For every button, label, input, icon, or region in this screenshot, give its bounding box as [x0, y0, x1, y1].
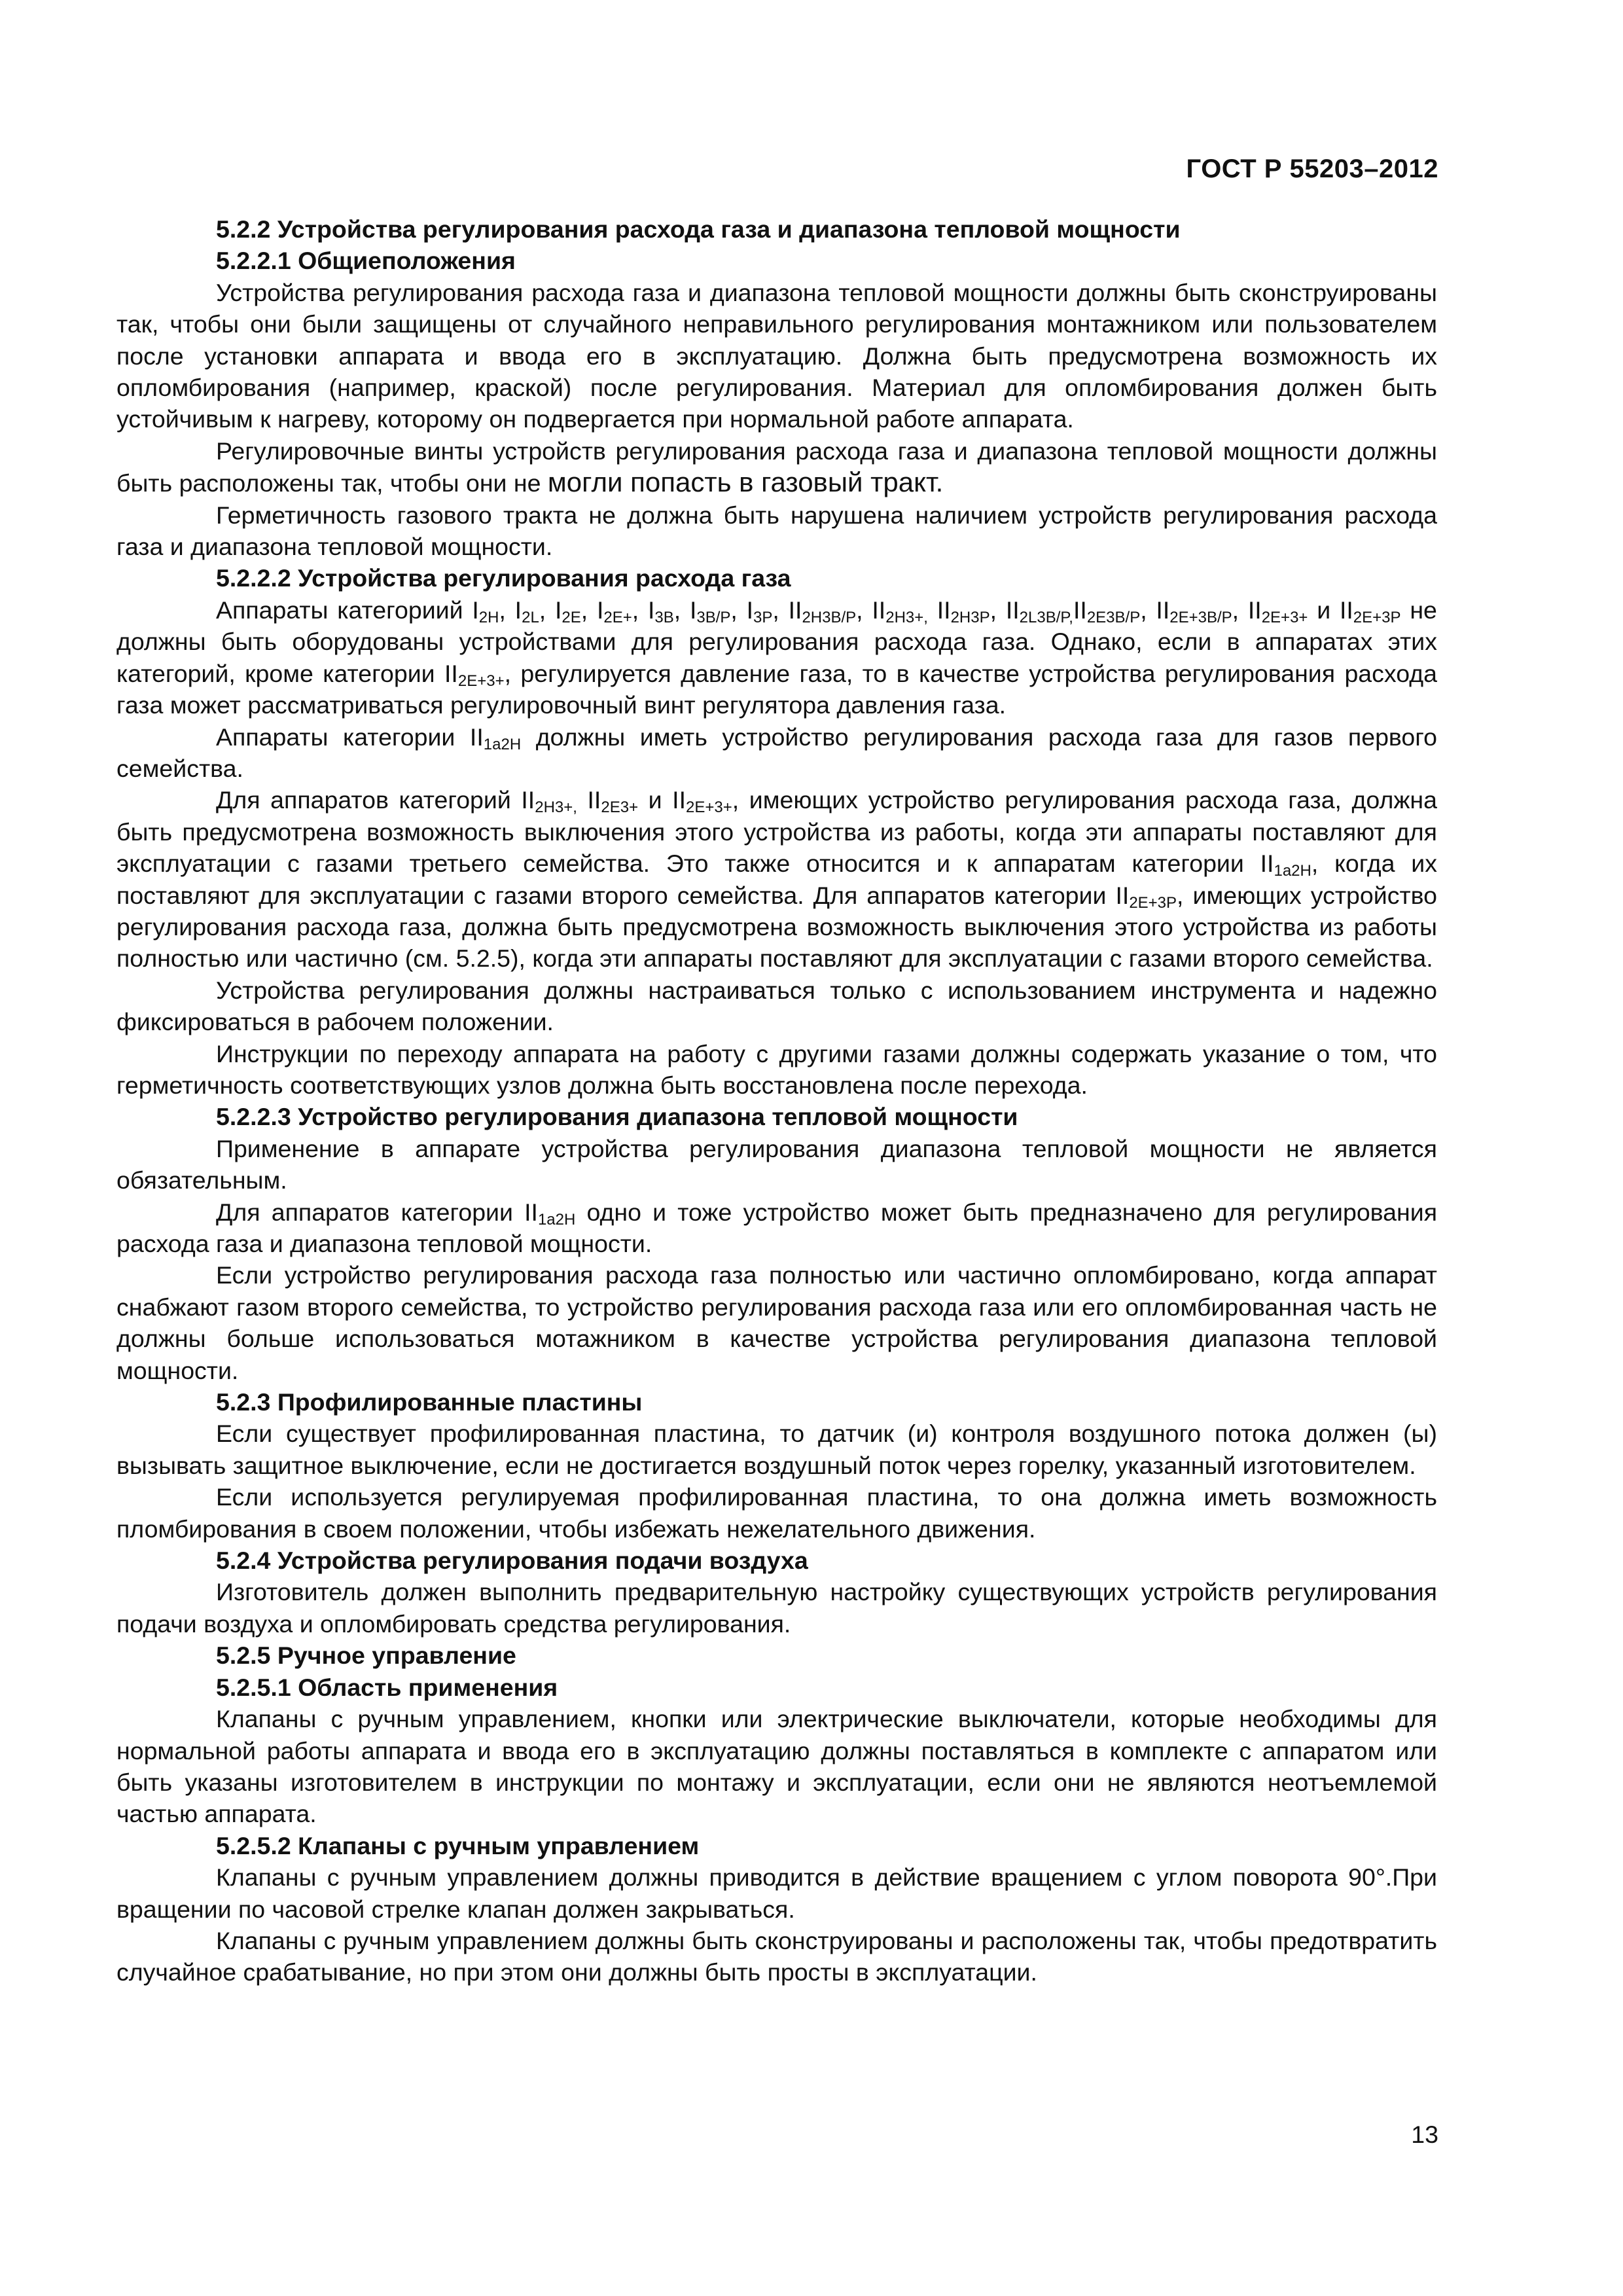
- paragraph: Клапаны с ручным управлением, кнопки или электрические выключатели, которые необходимы для нормальной работы аппарата и ввода его в эксплуатацию должны поставляться в комплекте с аппаратом или быть указаны изготовителем в инструкции по монтажу и эксплуатации, если они не являются неотъемлемой частью аппарата.: [116, 1705, 1437, 1828]
- section-heading-5-2-5: 5.2.5 Ручное управление: [216, 1641, 516, 1670]
- section-heading-5-2-2-1: 5.2.2.1 Общиеположения: [216, 247, 516, 275]
- paragraph: Регулировочные винты устройств регулирования расхода газа и диапазона тепловой мощности должны быть расположены так, чтобы они не могли попасть в газовый тракт.: [116, 437, 1437, 498]
- paragraph: Устройства регулирования расхода газа и диапазона тепловой мощности должны быть сконструированы так, чтобы они были защищены от случайного неправильного регулирования монтажником или пользователем после установки аппарата и ввода его в эксплуатацию. Должна быть предусмотрена возможность их опломбирования (например, краской) после регулирования. Материал для опломбирования должен быть устойчивым к нагреву, которому он подвергается при нормальной работе аппарата.: [116, 278, 1437, 433]
- paragraph: Для аппаратов категории $II_{1a2H}$ одно и тоже устройство может быть предназначено для регулирования расхода газа и диапазона тепловой мощности.: [116, 1198, 1437, 1257]
- paragraph-categories: Аппараты категориий $I_{2H}$, $I_{2L}$, $I_{2E}$, $I_{2E+}$, $I_{3B}$, $I_{3B/P}$, $I_{3P}$, $II_{2H3B/P}$, $II_{2H3+,}$ $II_{2H3P}$, $II_{2L3B/P,}II_{2E3B/P}$, $II_{2E+3B/P}$, $II_{2E+3+}$ и $II_{2E+3P}$ не должны быть оборудованы устройствами для регулирования расхода газа. Однако, если в аппаратах этих категорий, кроме категории $II_{2E+3+}$, регулируется давление газа, то в качестве устройства регулирования расхода газа может рассматриваться регулировочный винт регулятора давления газа.: [116, 596, 1438, 719]
- section-heading-5-2-2-2: 5.2.2.2 Устройства регулирования расхода газа: [216, 564, 791, 592]
- section-heading-5-2-2-3: 5.2.2.3 Устройство регулирования диапазона тепловой мощности: [216, 1103, 1018, 1131]
- section-heading-5-2-4: 5.2.4 Устройства регулирования подачи воздуха: [216, 1547, 808, 1575]
- document-code-header: ГОСТ Р 55203–2012: [1186, 154, 1438, 183]
- paragraph: Герметичность газового тракта не должна быть нарушена наличием устройств регулирования расхода газа и диапазона тепловой мощности.: [116, 501, 1437, 561]
- document-body: [116, 213, 1437, 1988]
- paragraph: Аппараты категории $II_{1a2H}$ должны иметь устройство регулирования расхода газа для газов первого семейства.: [116, 723, 1437, 782]
- page-number: 13: [1411, 2121, 1438, 2148]
- paragraph: Клапаны с ручным управлением должны приводится в действие вращением с углом поворота 90°.При вращении по часовой стрелке клапан должен закрываться.: [116, 1863, 1437, 1923]
- paragraph: Инструкции по переходу аппарата на работу с другими газами должны содержать указание о том, что герметичность соответствующих узлов должна быть восстановлена после перехода.: [116, 1039, 1437, 1099]
- section-heading-5-2-5-2: 5.2.5.2 Клапаны с ручным управлением: [216, 1831, 700, 1859]
- paragraph: Если используется регулируемая профилированная пластина, то она должна иметь возможность пломбирования в своем положении, чтобы избежать нежелательного движения.: [116, 1483, 1437, 1543]
- paragraph: Применение в аппарате устройства регулирования диапазона тепловой мощности не является обязательным.: [116, 1134, 1437, 1194]
- paragraph: Если существует профилированная пластина, то датчик (и) контроля воздушного потока должен (ы) вызывать защитное выключение, если не достигается воздушный поток через горелку, указанный изготовителем.: [116, 1420, 1437, 1479]
- section-heading-5-2-3: 5.2.3 Профилированные пластины: [216, 1388, 643, 1416]
- section-heading-5-2-5-1: 5.2.5.1 Область применения: [216, 1673, 558, 1701]
- paragraph: Для аппаратов категорий $II_{2H3+,}$ $II_{2E3+}$ и $II_{2E+3+}$, имеющих устройство регулирования расхода газа, должна быть предусмотрена возможность выключения этого устройства из работы, когда эти аппараты поставляют для эксплуатации с газами третьего семейства. Это также относится и к аппаратам категории $II_{1a2H}$, когда их поставляют для эксплуатации с газами второго семейства. Для аппаратов категории $II_{2E+3P}$, имеющих устройство регулирования расхода газа, должна быть предусмотрена возможность выключения этого устройства из работы полностью или частично (см. 5.2.5), когда эти аппараты поставляют для эксплуатации с газами второго семейства.: [116, 786, 1438, 973]
- section-heading-5-2-2: 5.2.2 Устройства регулирования расхода газа и диапазона тепловой мощности: [216, 215, 1181, 243]
- paragraph: Клапаны с ручным управлением должны быть сконструированы и расположены так, чтобы предотвратить случайное срабатывание, но при этом они должны быть просты в эксплуатации.: [116, 1926, 1437, 1986]
- paragraph: Изготовитель должен выполнить предварительную настройку существующих устройств регулирования подачи воздуха и опломбировать средства регулирования.: [116, 1578, 1437, 1638]
- paragraph: Устройства регулирования должны настраиваться только с использованием инструмента и надежно фиксироваться в рабочем положении.: [116, 976, 1437, 1036]
- paragraph: Если устройство регулирования расхода газа полностью или частично опломбировано, когда аппарат снабжают газом второго семейства, то устройство регулирования расхода газа или его опломбированная часть не должны больше использоваться мотажником в качестве устройства регулирования диапазона тепловой мощности.: [116, 1261, 1437, 1384]
